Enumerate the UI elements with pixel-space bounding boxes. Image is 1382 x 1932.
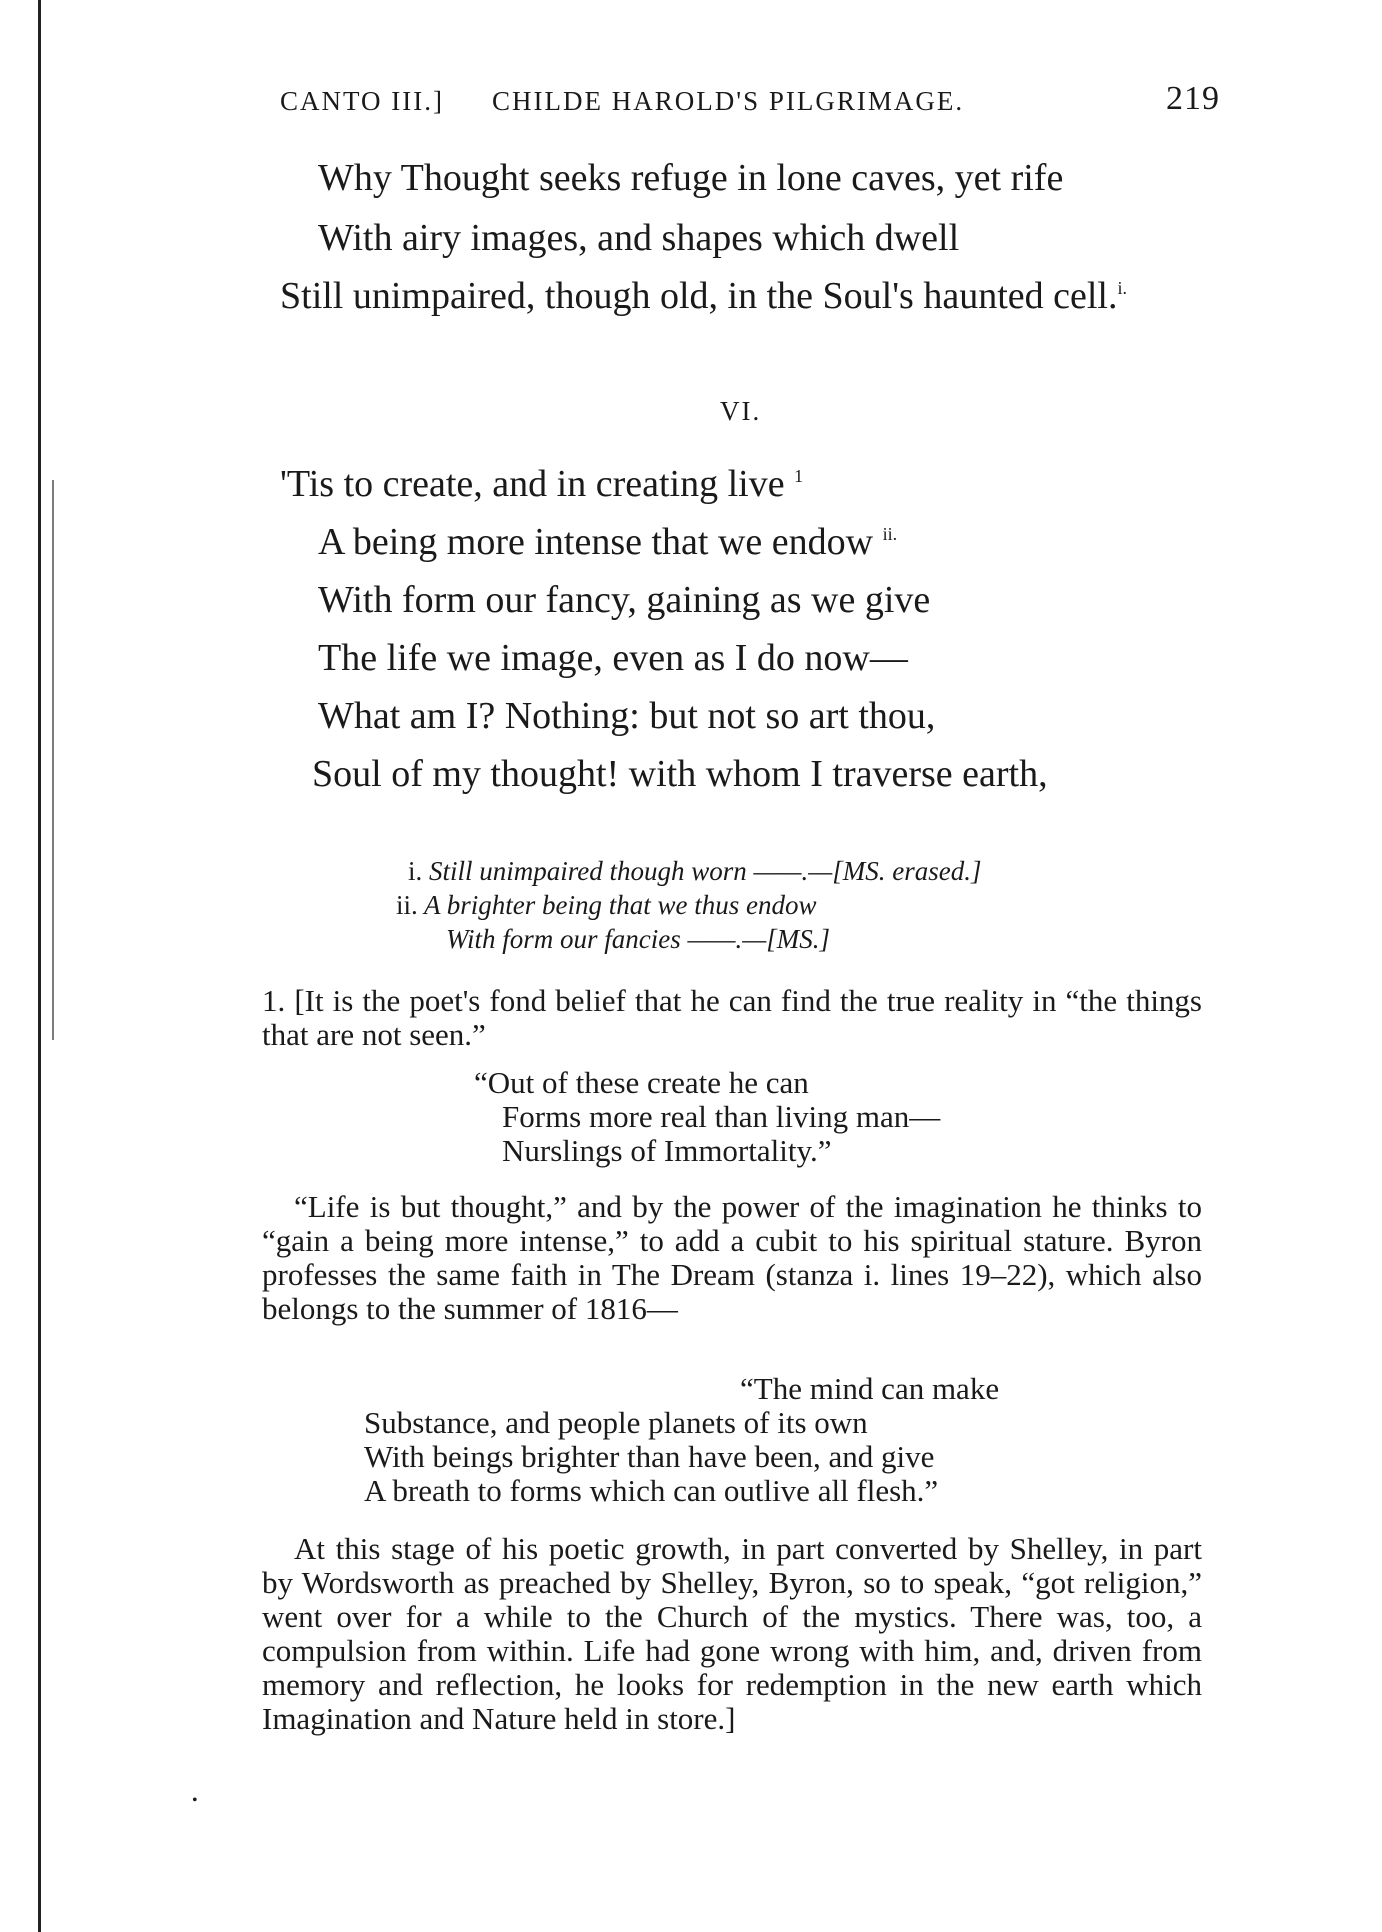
quote-line: “Out of these create he can (474, 1065, 809, 1100)
textual-note: With form our fancies ——.—[MS.] (446, 924, 831, 954)
textual-note: ii. A brighter being that we thus endow (396, 890, 817, 920)
quote-line: With beings brighter than have been, and give (364, 1439, 935, 1474)
verse-line: With airy images, and shapes which dwell (318, 217, 960, 259)
verse-line: What am I? Nothing: but not so art thou, (318, 695, 936, 737)
quote-line: Substance, and people planets of its own (364, 1405, 868, 1440)
quote-line: “The mind can make (740, 1371, 1000, 1406)
verse-line: The life we image, even as I do now— (318, 637, 908, 679)
binding-shadow (52, 480, 54, 1040)
binding-edge (38, 0, 41, 1932)
textual-note: i. Still unimpaired though worn ——.—[MS. erased.] (408, 856, 982, 886)
verse-line: A being more intense that we endow $^{ii.}$ (318, 521, 898, 563)
footnote-mark: 1 (794, 466, 804, 486)
quote-line: Nurslings of Immortality.” (502, 1133, 832, 1168)
stray-mark: • (192, 1792, 198, 1809)
verse-line: 'Tis to create, and in creating live $^1$ (280, 463, 804, 505)
commentary-paragraph: 1. [It is the poet's fond belief that he can find the true reality in “the things that are not seen.” (262, 983, 1202, 1052)
footnote-mark: ii. (882, 524, 898, 544)
quote-line: Forms more real than living man— (502, 1099, 941, 1134)
commentary-paragraph: At this stage of his poetic growth, in part converted by Shelley, in part by Wordsworth as preached by Shelley, Byron, so to speak, “got religion,” went over for a while to the Church of the mystics. There was, too, a compulsion from within. Life had gone wrong with him, and, driven from memory and reflection, he looks for redemption in the new earth which Imagination and Nature held in store.] (262, 1531, 1202, 1736)
verse-line: Why Thought seeks refuge in lone caves, yet rife (318, 157, 1064, 199)
book-title: CHILDE HAROLD'S PILGRIMAGE. (492, 86, 965, 116)
page-number: 219 (1166, 80, 1220, 117)
verse-line: Soul of my thought! with whom I traverse earth, (312, 753, 1048, 795)
footnote-mark: i. (1117, 278, 1127, 298)
quote-line: A breath to forms which can outlive all flesh.” (364, 1473, 939, 1508)
canto-label: CANTO III.] (280, 86, 444, 116)
stanza-number: VI. (720, 396, 762, 426)
verse-line: With form our fancy, gaining as we give (318, 579, 931, 621)
verse-line: Still unimpaired, though old, in the Soul's haunted cell.$^{i.}$ (280, 275, 1127, 317)
commentary-paragraph: “Life is but thought,” and by the power of the imagination he thinks to “gain a being more intense,” to add a cubit to his spiritual stature. Byron professes the same faith in The Dream (stanza i. lines 19–22), which also belongs to the summer of 1816— (262, 1189, 1202, 1326)
